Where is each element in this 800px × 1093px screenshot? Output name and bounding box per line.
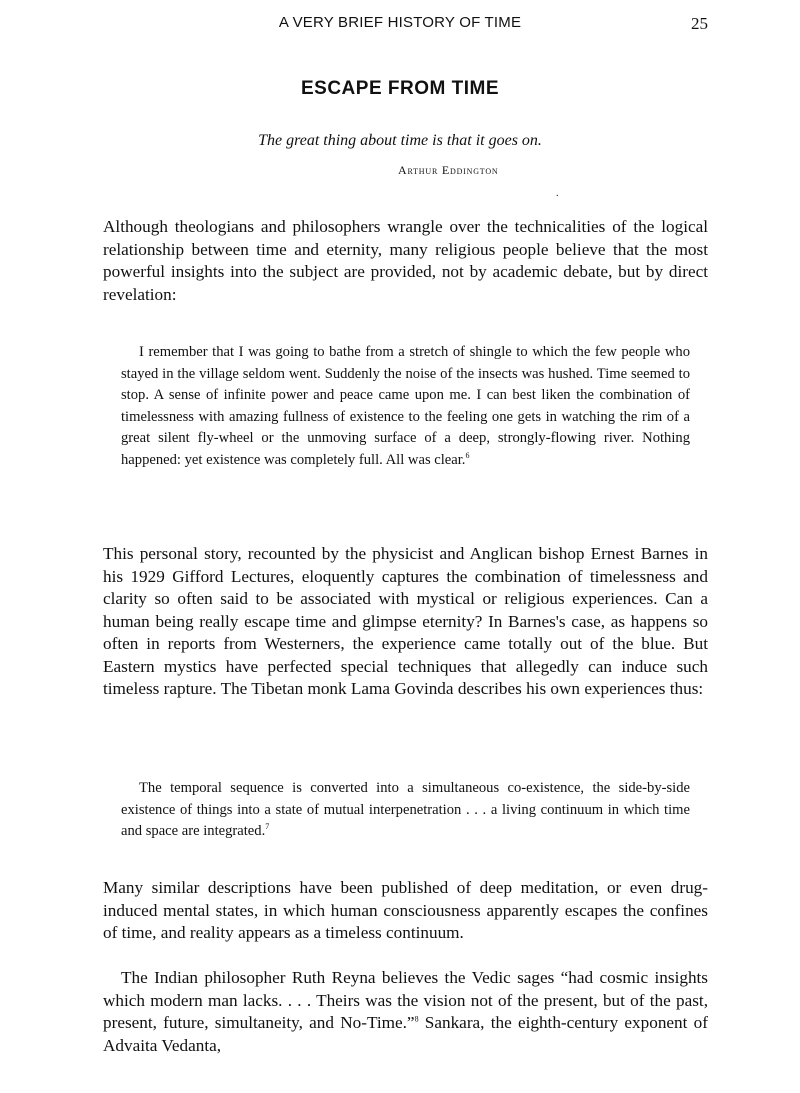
block-quote-1-text: I remember that I was going to bathe from a stretch of shingle to which the few people who stayed in the village seldom went. Suddenly the noise of the insects was hushed. Time seemed to stop. A sense of infinite power and peace came upon me. I can best liken the combination of timelessness with amazing fullness of existence to the feeling one gets in watching the rim of a great silent fly-wheel or the unmoving surface of a deep, strongly-flowing river. Nothing happened: yet existence was completely full. All was clear. [121,344,690,468]
paragraph-4-text-b: Sankara, the eighth-century exponent of Advaita Vedanta, [103,1013,708,1055]
paragraph-2-text: This personal story, recounted by the physicist and Anglican bishop Ernest Barnes in his 1929 Gifford Lectures, eloquently captures the combination of timelessness and clarity so often said to be associated with mystical or religious experiences. Can a human being really escape time and glimpse eternity? In Barnes's case, as happens so often in reports from Westerners, the experience came totally out of the blue. But Eastern mystics have perfected special techniques that allegedly can induce such timeless rapture. The Tibetan monk Lama Govinda describes his own experiences thus: [103,544,708,698]
running-header [0,14,800,38]
paragraph-3 [103,877,708,945]
stray-mark: . [556,188,559,199]
paragraph-4-text-a: The Indian philosopher Ruth Reyna believes the Vedic sages “had cosmic insights which modern man lacks. . . . Theirs was the vision not of the present, but of the past, present, future, simultaneity, and No-Time.” [103,968,708,1032]
block-quote-1 [121,342,690,471]
block-quote-2-text: The temporal sequence is converted into a simultaneous co-existence, the side-by-side existence of things into a state of mutual interpenetration . . . a living continuum in which time and space are integrated. [121,780,690,839]
paragraph-1-text: Although theologians and philosophers wrangle over the technicalities of the logical relationship between time and eternity, many religious people believe that the most powerful insights into the subject are provided, not by academic debate, but by direct revelation: [103,217,708,304]
epigraph-attribution: Arthur Eddington [398,163,499,177]
footnote-ref-7: 7 [265,822,270,832]
running-title: A VERY BRIEF HISTORY OF TIME [278,14,522,31]
block-quote-2 [121,778,690,843]
epigraph: The great thing about time is that it goes on. [258,132,542,149]
footnote-ref-8: 8 [414,1014,419,1024]
paragraph-4 [103,967,708,1057]
paragraph-2 [103,543,708,701]
paragraph-3-text: Many similar descriptions have been published of deep meditation, or even drug-induced mental states, in which human consciousness apparently escapes the confines of time, and reality appears as a timeless continuum. [103,878,708,942]
paragraph-1 [103,216,708,306]
page-number: 25 [691,14,708,33]
chapter-title: ESCAPE FROM TIME [300,78,499,99]
footnote-ref-6: 6 [465,450,470,460]
